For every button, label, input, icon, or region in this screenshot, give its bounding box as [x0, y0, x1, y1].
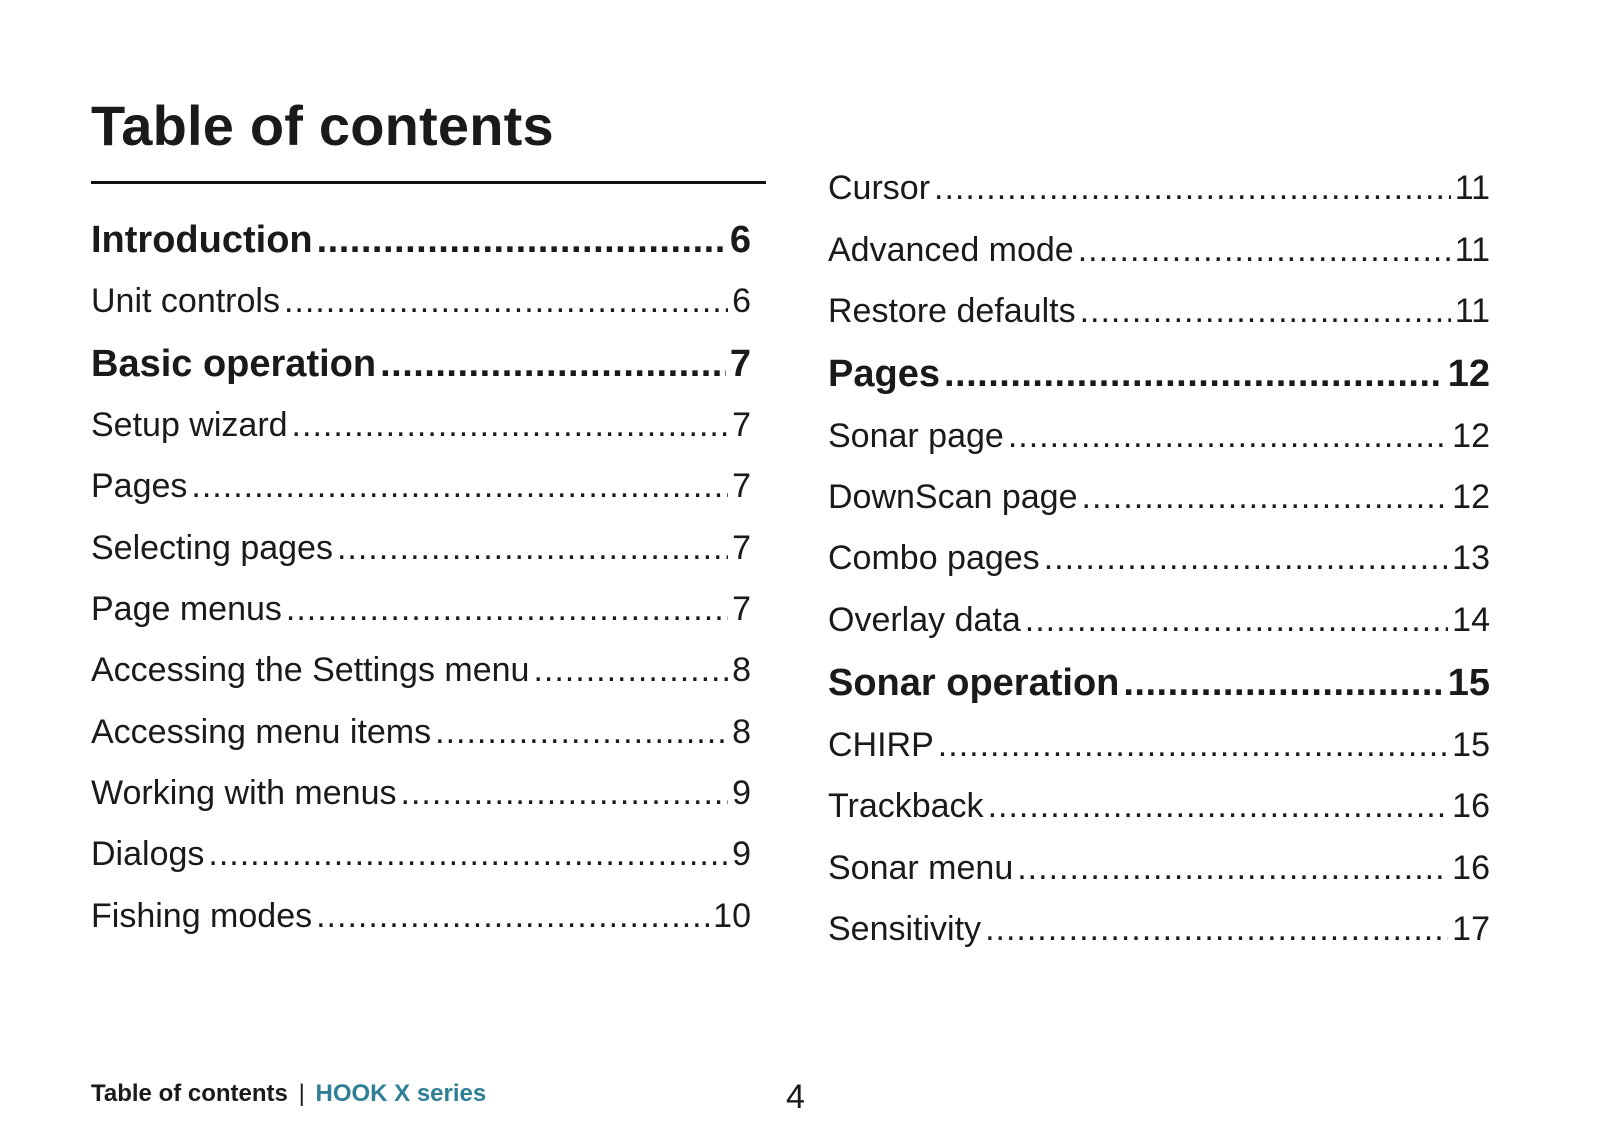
toc-entry-page: 13	[1452, 539, 1490, 577]
dot-leader	[435, 709, 728, 755]
toc-entry-label: Introduction	[91, 219, 313, 261]
toc-entry-dialogs[interactable]	[91, 831, 751, 877]
toc-entry-label: Fishing modes	[91, 897, 313, 935]
dot-leader	[208, 831, 728, 877]
dot-leader	[533, 647, 728, 693]
toc-entry-cursor[interactable]	[828, 165, 1490, 211]
dot-leader	[401, 770, 729, 816]
toc-entry-page: 15	[1452, 726, 1490, 764]
toc-entry-page: 7	[732, 529, 751, 567]
toc-entry-page: 8	[732, 651, 751, 689]
dot-leader	[1044, 535, 1448, 581]
toc-entry-fishing-modes[interactable]	[91, 893, 751, 939]
toc-entry-advanced-mode[interactable]	[828, 227, 1490, 273]
toc-entry-page: 8	[732, 713, 751, 751]
toc-entry-page: 11	[1454, 292, 1490, 330]
toc-entry-label: Setup wizard	[91, 406, 288, 444]
toc-entry-label: Combo pages	[828, 539, 1040, 577]
toc-entry-page: 7	[732, 406, 751, 444]
toc-entry-page: 6	[729, 219, 751, 261]
toc-entry-label: Restore defaults	[828, 292, 1076, 330]
toc-entry-accessing-menu-items[interactable]	[91, 709, 751, 755]
footer-series-name: HOOK X series	[315, 1080, 487, 1107]
dot-leader	[1082, 474, 1449, 520]
toc-entry-accessing-settings-menu[interactable]	[91, 647, 751, 693]
toc-entry-page: 11	[1454, 169, 1490, 207]
toc-entry-page: 15	[1447, 662, 1490, 704]
toc-entry-label: Accessing the Settings menu	[91, 651, 530, 689]
page-number: 4	[786, 1078, 805, 1116]
toc-entry-label: Overlay data	[828, 601, 1021, 639]
toc-entry-sensitivity[interactable]	[828, 906, 1490, 952]
dot-leader	[1078, 227, 1451, 273]
page-title: Table of contents	[91, 94, 554, 157]
toc-entry-setup-wizard[interactable]	[91, 402, 751, 448]
toc-entry-combo-pages[interactable]	[828, 535, 1490, 581]
toc-entry-page: 17	[1452, 910, 1490, 948]
toc-entry-introduction[interactable]	[91, 217, 751, 263]
dot-leader	[380, 341, 726, 387]
toc-entry-label: Dialogs	[91, 835, 205, 873]
toc-entry-page: 7	[729, 343, 751, 385]
footer	[91, 1080, 486, 1108]
toc-entry-page: 10	[713, 897, 751, 935]
toc-entry-page: 12	[1452, 417, 1490, 455]
toc-entry-basic-operation[interactable]	[91, 341, 751, 387]
toc-entry-overlay-data[interactable]	[828, 597, 1490, 643]
dot-leader	[286, 586, 728, 632]
toc-entry-pages-chapter[interactable]	[828, 351, 1490, 397]
toc-entry-label: CHIRP	[828, 726, 934, 764]
footer-section-title: Table of contents	[91, 1080, 288, 1107]
toc-entry-pages[interactable]	[91, 463, 751, 509]
toc-entry-label: Page menus	[91, 590, 282, 628]
toc-entry-label: Pages	[828, 353, 940, 395]
toc-entry-sonar-operation[interactable]	[828, 660, 1490, 706]
toc-entry-page: 12	[1447, 353, 1490, 395]
dot-leader	[944, 351, 1444, 397]
toc-entry-label: Unit controls	[91, 282, 280, 320]
dot-leader	[1123, 660, 1443, 706]
toc-entry-label: Trackback	[828, 787, 984, 825]
dot-leader	[284, 278, 728, 324]
toc-entry-page: 16	[1452, 787, 1490, 825]
toc-entry-label: Sensitivity	[828, 910, 982, 948]
dot-leader	[1008, 413, 1448, 459]
toc-entry-label: Sonar menu	[828, 849, 1014, 887]
toc-entry-page: 9	[732, 835, 751, 873]
toc-entry-label: Pages	[91, 467, 188, 505]
dot-leader	[292, 402, 729, 448]
dot-leader	[1025, 597, 1448, 643]
toc-entry-selecting-pages[interactable]	[91, 525, 751, 571]
toc-entry-working-with-menus[interactable]	[91, 770, 751, 816]
dot-leader	[985, 906, 1448, 952]
toc-entry-label: Working with menus	[91, 774, 397, 812]
dot-leader	[988, 783, 1449, 829]
toc-entry-downscan-page[interactable]	[828, 474, 1490, 520]
toc-entry-page: 9	[732, 774, 751, 812]
toc-entry-label: Accessing menu items	[91, 713, 432, 751]
dot-leader	[934, 165, 1451, 211]
toc-entry-label: Cursor	[828, 169, 931, 207]
toc-entry-page: 6	[732, 282, 751, 320]
title-divider	[91, 181, 766, 184]
dot-leader	[191, 463, 728, 509]
toc-entry-unit-controls[interactable]	[91, 278, 751, 324]
toc-entry-sonar-menu[interactable]	[828, 845, 1490, 891]
toc-entry-label: Advanced mode	[828, 231, 1074, 269]
toc-entry-restore-defaults[interactable]	[828, 288, 1490, 334]
dot-leader	[938, 722, 1448, 768]
toc-entry-chirp[interactable]	[828, 722, 1490, 768]
toc-entry-page: 7	[732, 590, 751, 628]
dot-leader	[1080, 288, 1451, 334]
footer-separator: |	[298, 1080, 305, 1107]
toc-entry-label: Basic operation	[91, 343, 377, 385]
toc-entry-page: 7	[732, 467, 751, 505]
dot-leader	[316, 893, 709, 939]
toc-entry-label: Sonar page	[828, 417, 1004, 455]
toc-entry-page: 14	[1452, 601, 1490, 639]
dot-leader	[1017, 845, 1448, 891]
toc-entry-trackback[interactable]	[828, 783, 1490, 829]
toc-entry-label: DownScan page	[828, 478, 1078, 516]
dot-leader	[337, 525, 728, 571]
toc-entry-page: 12	[1452, 478, 1490, 516]
dot-leader	[317, 217, 726, 263]
toc-entry-sonar-page[interactable]	[828, 413, 1490, 459]
toc-entry-page: 16	[1452, 849, 1490, 887]
toc-entry-label: Selecting pages	[91, 529, 333, 567]
toc-entry-page: 11	[1454, 231, 1490, 269]
toc-entry-page-menus[interactable]	[91, 586, 751, 632]
toc-entry-label: Sonar operation	[828, 662, 1120, 704]
